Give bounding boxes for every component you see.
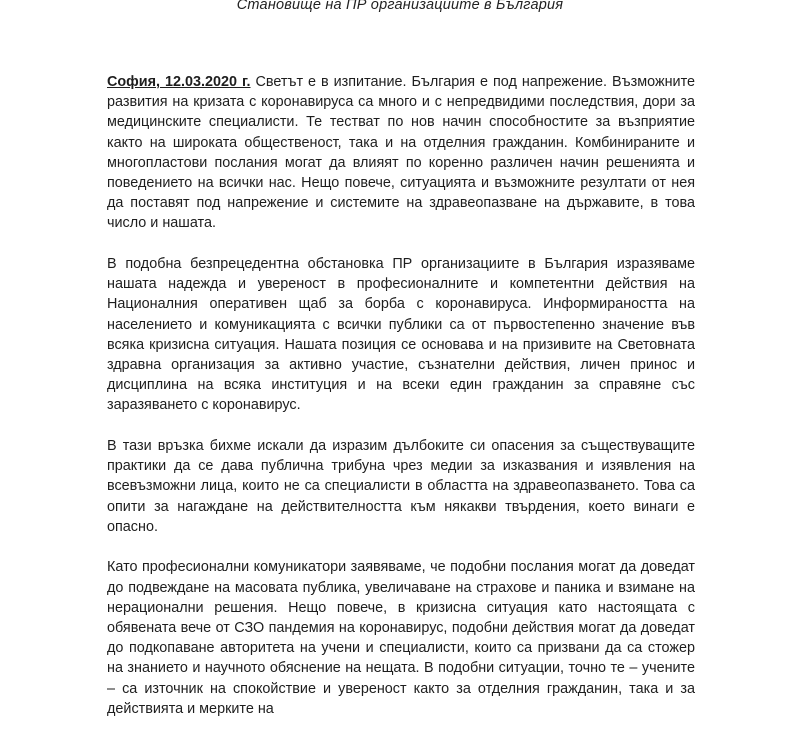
paragraph-1-text: Светът е в изпитание. България е под напрежение. Възможните развития на кризата с коронавируса са много и с непредвидими последствия, дори за медицинските специалисти. Те тестват по нов начин способностите за възприятие както на широката общественост, така и на отделния гражданин. Комбинираните и многопластови послания могат да влияят по коренно различен начин решенията и поведението на всички нас. Нещо повече, ситуацията и възможните резултати от нея да поставят под напрежение и системите на здравеопазване на държавите, в това число и нашата. <box>107 74 695 232</box>
document-subtitle: Становище на ПР организациите в България <box>236 0 564 13</box>
paragraph-2: В подобна безпрецедентна обстановка ПР организациите в България изразяваме нашата надежда и увереност в професионалните и компетентни действия на Националния оперативен щаб за борба с коронавируса. Информираността на населението и комуникацията с всички публики са от първостепенно значение във всяка кризисна ситуация. Нашата позиция се основава и на призивите на Световната здравна организация за активно участие, съзнателни действия, личен принос и дисциплина на всяка институция и на всеки един гражданин за справяне със заразяването с коронавирус. <box>107 256 695 414</box>
dateline: София, 12.03.2020 г. <box>107 74 251 90</box>
document-body <box>107 72 695 739</box>
paragraph-3: В тази връзка бихме искали да изразим дълбоките си опасения за съществуващите практики да се дава публична трибуна чрез медии за изказвания и изявления на всевъзможни лица, които не са специалисти в областта на здравеопазването. Това са опити за нагаждане на действителността към някакви твърдения, което винаги е опасно. <box>107 438 695 535</box>
paragraph-1 <box>107 72 695 234</box>
paragraph-4: Като професионални комуникатори заявяваме, че подобни послания могат да доведат до подвеждане на масовата публика, увеличаване на страхове и паника и взимане на нерационални решения. Нещо повече, в кризисна ситуация като настоящата с обявената вече от СЗО пандемия на коронавирус, подобни действия могат да доведат до подкопаване авторитета на учени и специалисти, които са призвани да са стожер на знанието и научното обяснение на нещата. В подобни ситуации, точно те – учените – са източник на спокойствие и увереност както за отделния гражданин, така и за действията и мерките на <box>107 559 695 717</box>
